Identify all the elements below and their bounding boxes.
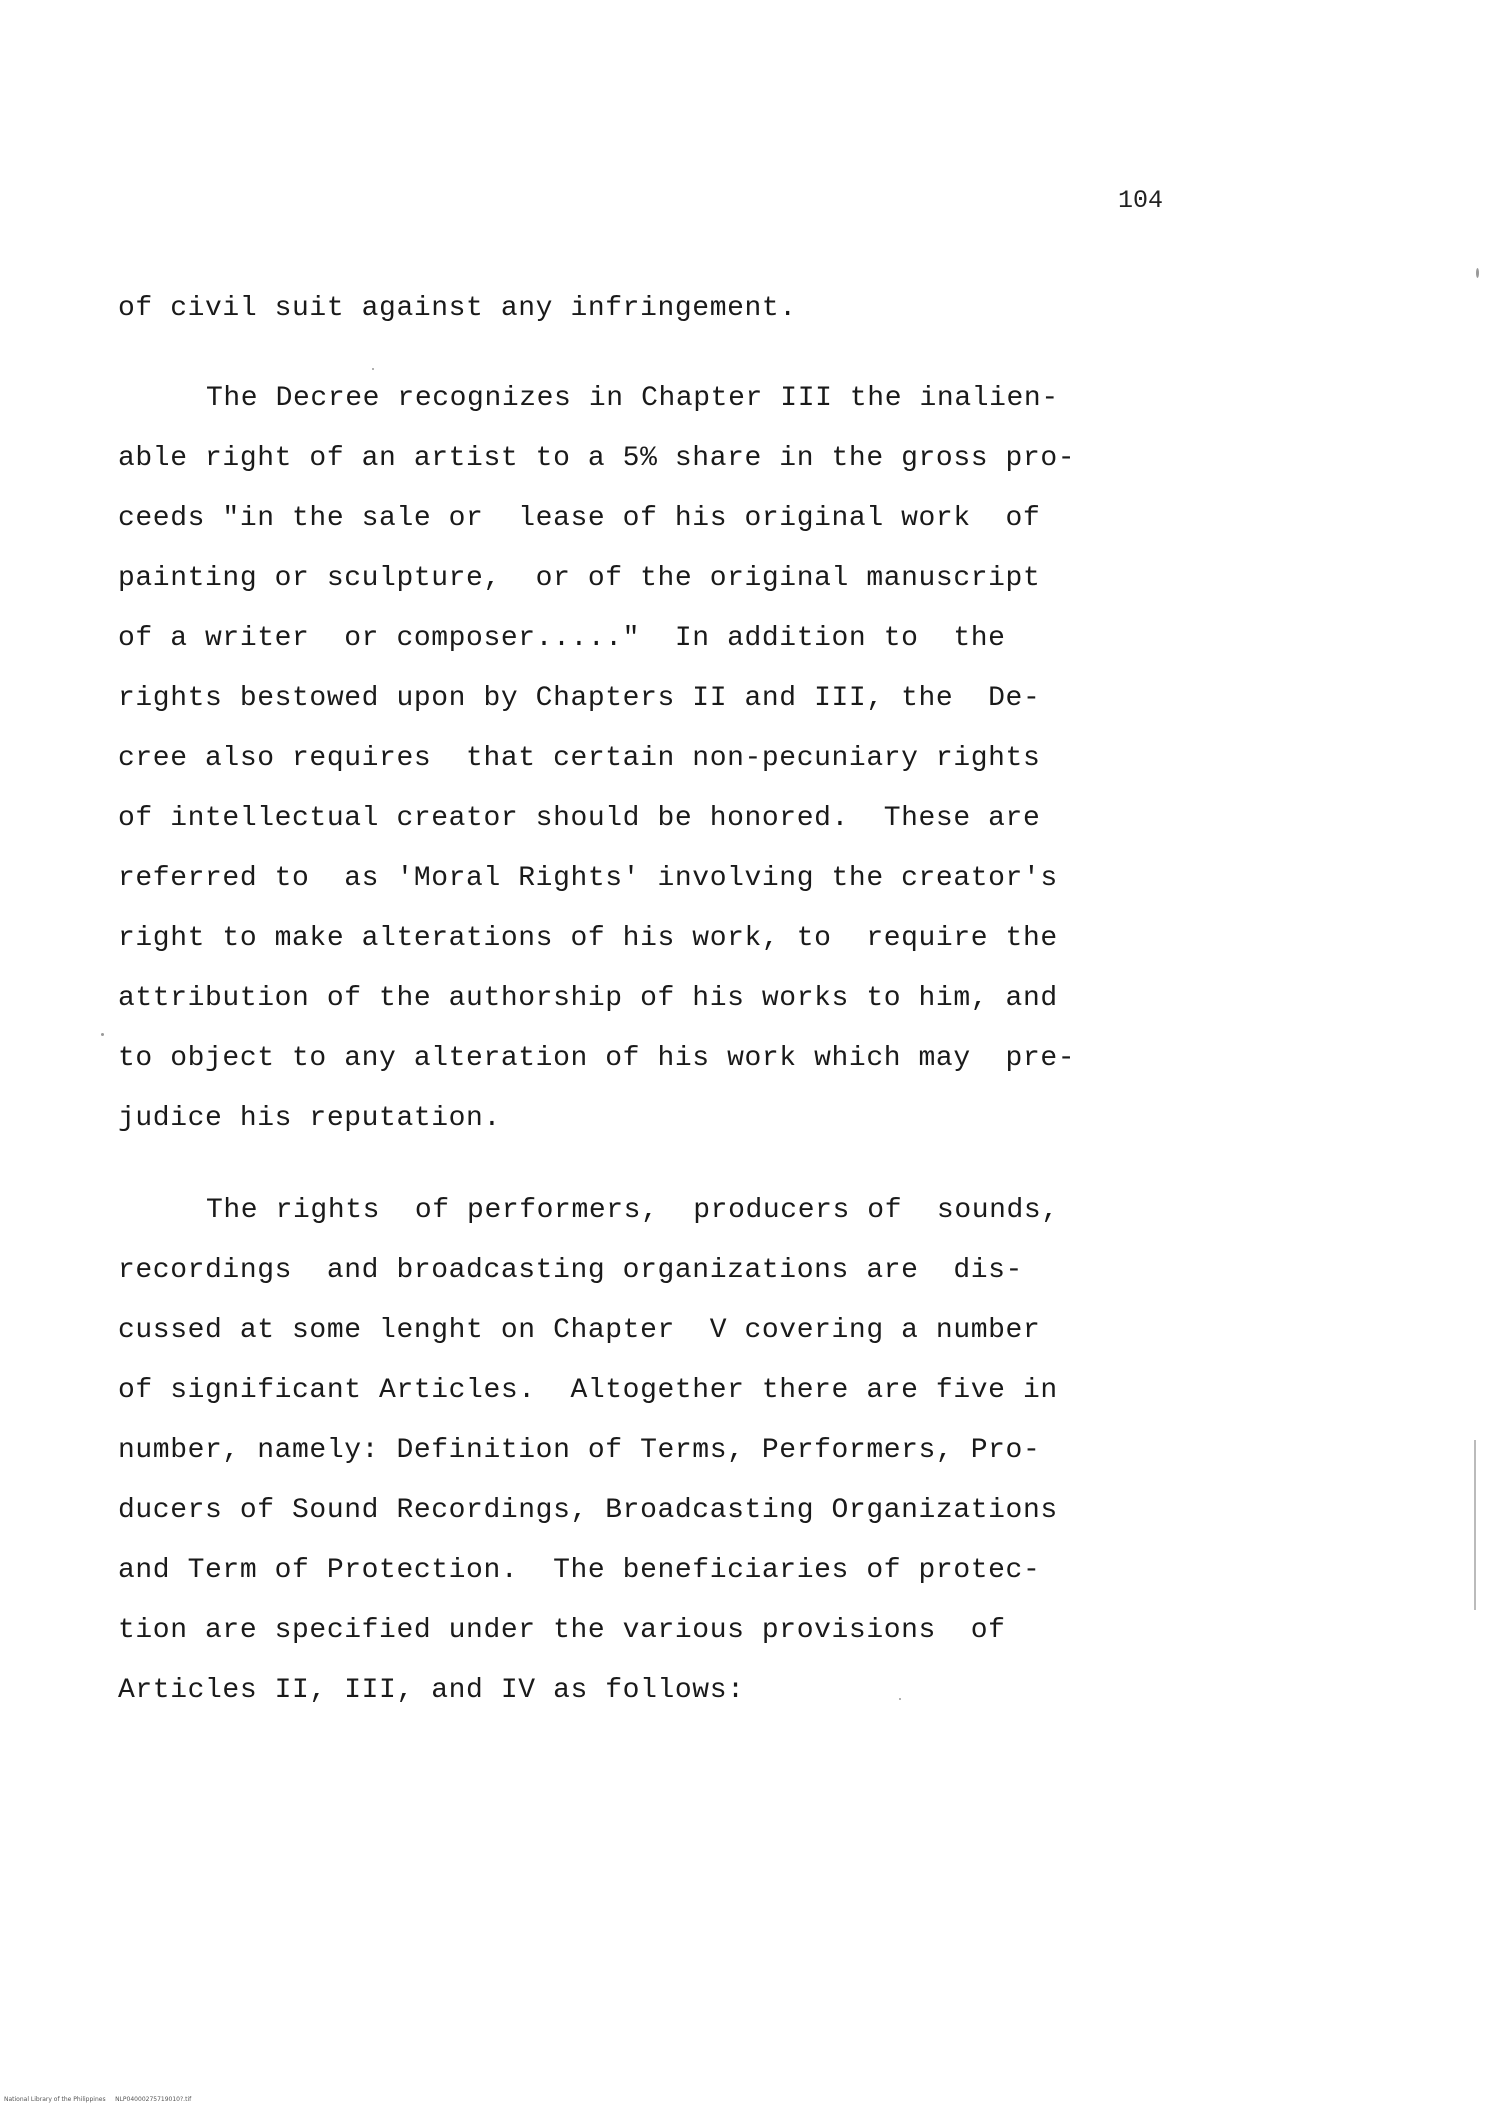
text-line: cussed at some lenght on Chapter V covering a number bbox=[118, 1315, 1041, 1346]
scan-speck bbox=[1476, 268, 1479, 278]
text-line: Articles II, III, and IV as follows: bbox=[118, 1675, 745, 1706]
text-line: of intellectual creator should be honored. These are bbox=[118, 803, 1041, 834]
text-line: recordings and broadcasting organizations are dis- bbox=[118, 1255, 1023, 1286]
paragraph-start-line: The Decree recognizes in Chapter III the inalien- bbox=[206, 383, 1059, 414]
text-line: referred to as 'Moral Rights' involving the creator's bbox=[118, 863, 1058, 894]
scan-edge-mark bbox=[1474, 1440, 1476, 1610]
text-line: of significant Articles. Altogether there are five in bbox=[118, 1375, 1058, 1406]
scan-speck bbox=[101, 1033, 104, 1036]
text-line: cree also requires that certain non-pecuniary rights bbox=[118, 743, 1041, 774]
text-line: number, namely: Definition of Terms, Performers, Pro- bbox=[118, 1435, 1041, 1466]
scan-footer: National Library of the Philippines NLP04000275719010?.tif bbox=[4, 2096, 192, 2103]
text-line: ceeds "in the sale or lease of his original work of bbox=[118, 503, 1041, 534]
scan-speck bbox=[372, 368, 374, 370]
text-line: and Term of Protection. The beneficiaries of protec- bbox=[118, 1555, 1041, 1586]
text-line: judice his reputation. bbox=[118, 1103, 501, 1134]
text-line: of a writer or composer....." In addition to the bbox=[118, 623, 1006, 654]
text-line: to object to any alteration of his work which may pre- bbox=[118, 1043, 1076, 1074]
paragraph-start-line: The rights of performers, producers of sounds, bbox=[206, 1195, 1059, 1226]
page-number: 104 bbox=[1118, 186, 1164, 215]
text-line: rights bestowed upon by Chapters II and III, the De- bbox=[118, 683, 1041, 714]
text-line: right to make alterations of his work, to require the bbox=[118, 923, 1058, 954]
text-line: able right of an artist to a 5% share in the gross pro- bbox=[118, 443, 1076, 474]
text-line: of civil suit against any infringement. bbox=[118, 293, 797, 324]
scan-speck bbox=[899, 1698, 901, 1700]
text-line: attribution of the authorship of his works to him, and bbox=[118, 983, 1058, 1014]
text-line: tion are specified under the various provisions of bbox=[118, 1615, 1006, 1646]
text-line: ducers of Sound Recordings, Broadcasting Organizations bbox=[118, 1495, 1058, 1526]
text-line: painting or sculpture, or of the original manuscript bbox=[118, 563, 1041, 594]
